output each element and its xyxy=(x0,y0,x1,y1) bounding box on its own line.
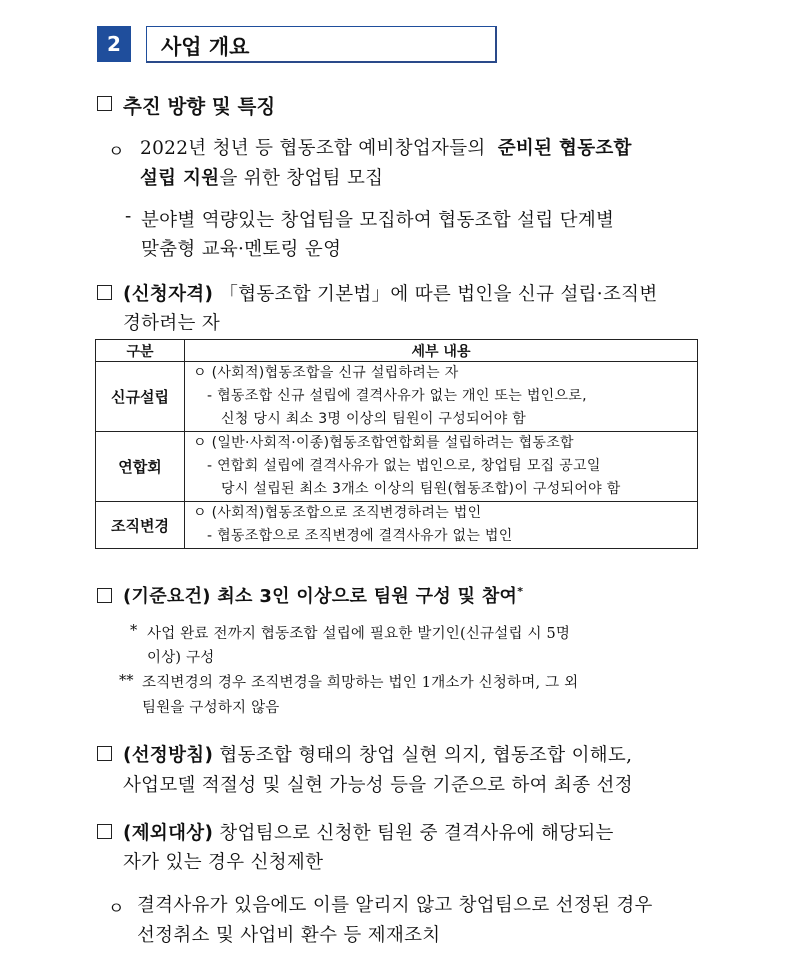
footnote-mark: * xyxy=(130,623,138,639)
paragraph-line: 자가 있는 경우 신청제한 xyxy=(123,852,324,873)
section-number-badge: 2 xyxy=(97,26,131,62)
paragraph-line: 2022년 청년 등 협동조합 예비창업자들의 준비된 협동조합 xyxy=(140,138,632,159)
section-heading-direction: 추진 방향 및 특징 xyxy=(123,95,276,118)
checkbox-square-icon xyxy=(97,746,112,761)
checkbox-square-icon xyxy=(97,285,112,300)
dash-mark: - xyxy=(125,206,132,227)
table-row xyxy=(96,502,698,549)
detail-line: - 연합회 설립에 결격사유가 없는 법인으로, 창업팀 모집 공고일 xyxy=(207,458,601,474)
table-cell-detail xyxy=(185,432,698,502)
footnote-line: 이상) 구성 xyxy=(147,650,215,666)
column-header-category: 구분 xyxy=(96,340,185,362)
table-header-row xyxy=(96,340,698,362)
table-cell-category: 조직변경 xyxy=(96,502,185,549)
section-heading-criteria: (기준요건) 최소 3인 이상으로 팀원 구성 및 참여* xyxy=(123,585,524,607)
detail-line: ㅇ (사회적)협동조합으로 조직변경하려는 법인 xyxy=(193,505,482,521)
footnote-mark: ** xyxy=(119,673,134,689)
section-title-box xyxy=(146,26,497,63)
table-row xyxy=(96,432,698,502)
paragraph-line: 경하려는 자 xyxy=(123,313,221,334)
table-cell-detail xyxy=(185,362,698,432)
qualification-table xyxy=(95,339,698,549)
bullet-circle: ㅇ xyxy=(108,899,125,919)
detail-line: 신청 당시 최소 3명 이상의 팀원이 구성되어야 함 xyxy=(221,411,527,427)
paragraph-line: 설립 지원을 위한 창업팀 모집 xyxy=(140,168,384,189)
column-header-detail: 세부 내용 xyxy=(185,340,698,362)
table-cell-category: 신규설립 xyxy=(96,362,185,432)
checkbox-square-icon xyxy=(97,824,112,839)
paragraph-line: 분야별 역량있는 창업팀을 모집하여 협동조합 설립 단계별 xyxy=(141,210,615,231)
detail-line: - 협동조합 신규 설립에 결격사유가 없는 개인 또는 법인으로, xyxy=(207,388,587,404)
paragraph-line: 사업모델 적절성 및 실현 가능성 등을 기준으로 하여 최종 선정 xyxy=(123,775,633,796)
detail-line: - 협동조합으로 조직변경에 결격사유가 없는 법인 xyxy=(207,528,513,544)
section-heading-qualification: (신청자격) 「협동조합 기본법」에 따른 법인을 신규 설립·조직변 xyxy=(123,284,658,305)
section-heading-selection: (선정방침) 협동조합 형태의 창업 실현 의지, 협동조합 이해도, xyxy=(123,745,633,766)
footnote-line: 사업 완료 전까지 협동조합 설립에 필요한 발기인(신규설립 시 5명 xyxy=(147,626,571,642)
checkbox-square-icon xyxy=(97,588,112,603)
paragraph-line: 결격사유가 있음에도 이를 알리지 않고 창업팀으로 선정된 경우 xyxy=(137,895,653,916)
detail-line: 당시 설립된 최소 3개소 이상의 팀원(협동조합)이 구성되어야 함 xyxy=(221,481,621,497)
detail-line: ㅇ (일반·사회적·이종)협동조합연합회를 설립하려는 협동조합 xyxy=(193,435,574,451)
bullet-circle: ㅇ xyxy=(108,142,125,162)
paragraph-line: 선정취소 및 사업비 환수 등 제재조치 xyxy=(137,925,441,946)
footnote-line: 팀원을 구성하지 않음 xyxy=(142,700,280,716)
table-row xyxy=(96,362,698,432)
table-cell-detail xyxy=(185,502,698,549)
section-title: 사업 개요 xyxy=(161,35,250,59)
detail-line: ㅇ (사회적)협동조합을 신규 설립하려는 자 xyxy=(193,365,459,381)
table-cell-category: 연합회 xyxy=(96,432,185,502)
checkbox-square-icon xyxy=(97,96,112,111)
paragraph-line: 맞춤형 교육·멘토링 운영 xyxy=(141,239,342,260)
section-heading-exclusion: (제외대상) 창업팀으로 신청한 팀원 중 결격사유에 해당되는 xyxy=(123,823,614,844)
footnote-line: 조직변경의 경우 조직변경을 희망하는 법인 1개소가 신청하며, 그 외 xyxy=(142,675,579,691)
